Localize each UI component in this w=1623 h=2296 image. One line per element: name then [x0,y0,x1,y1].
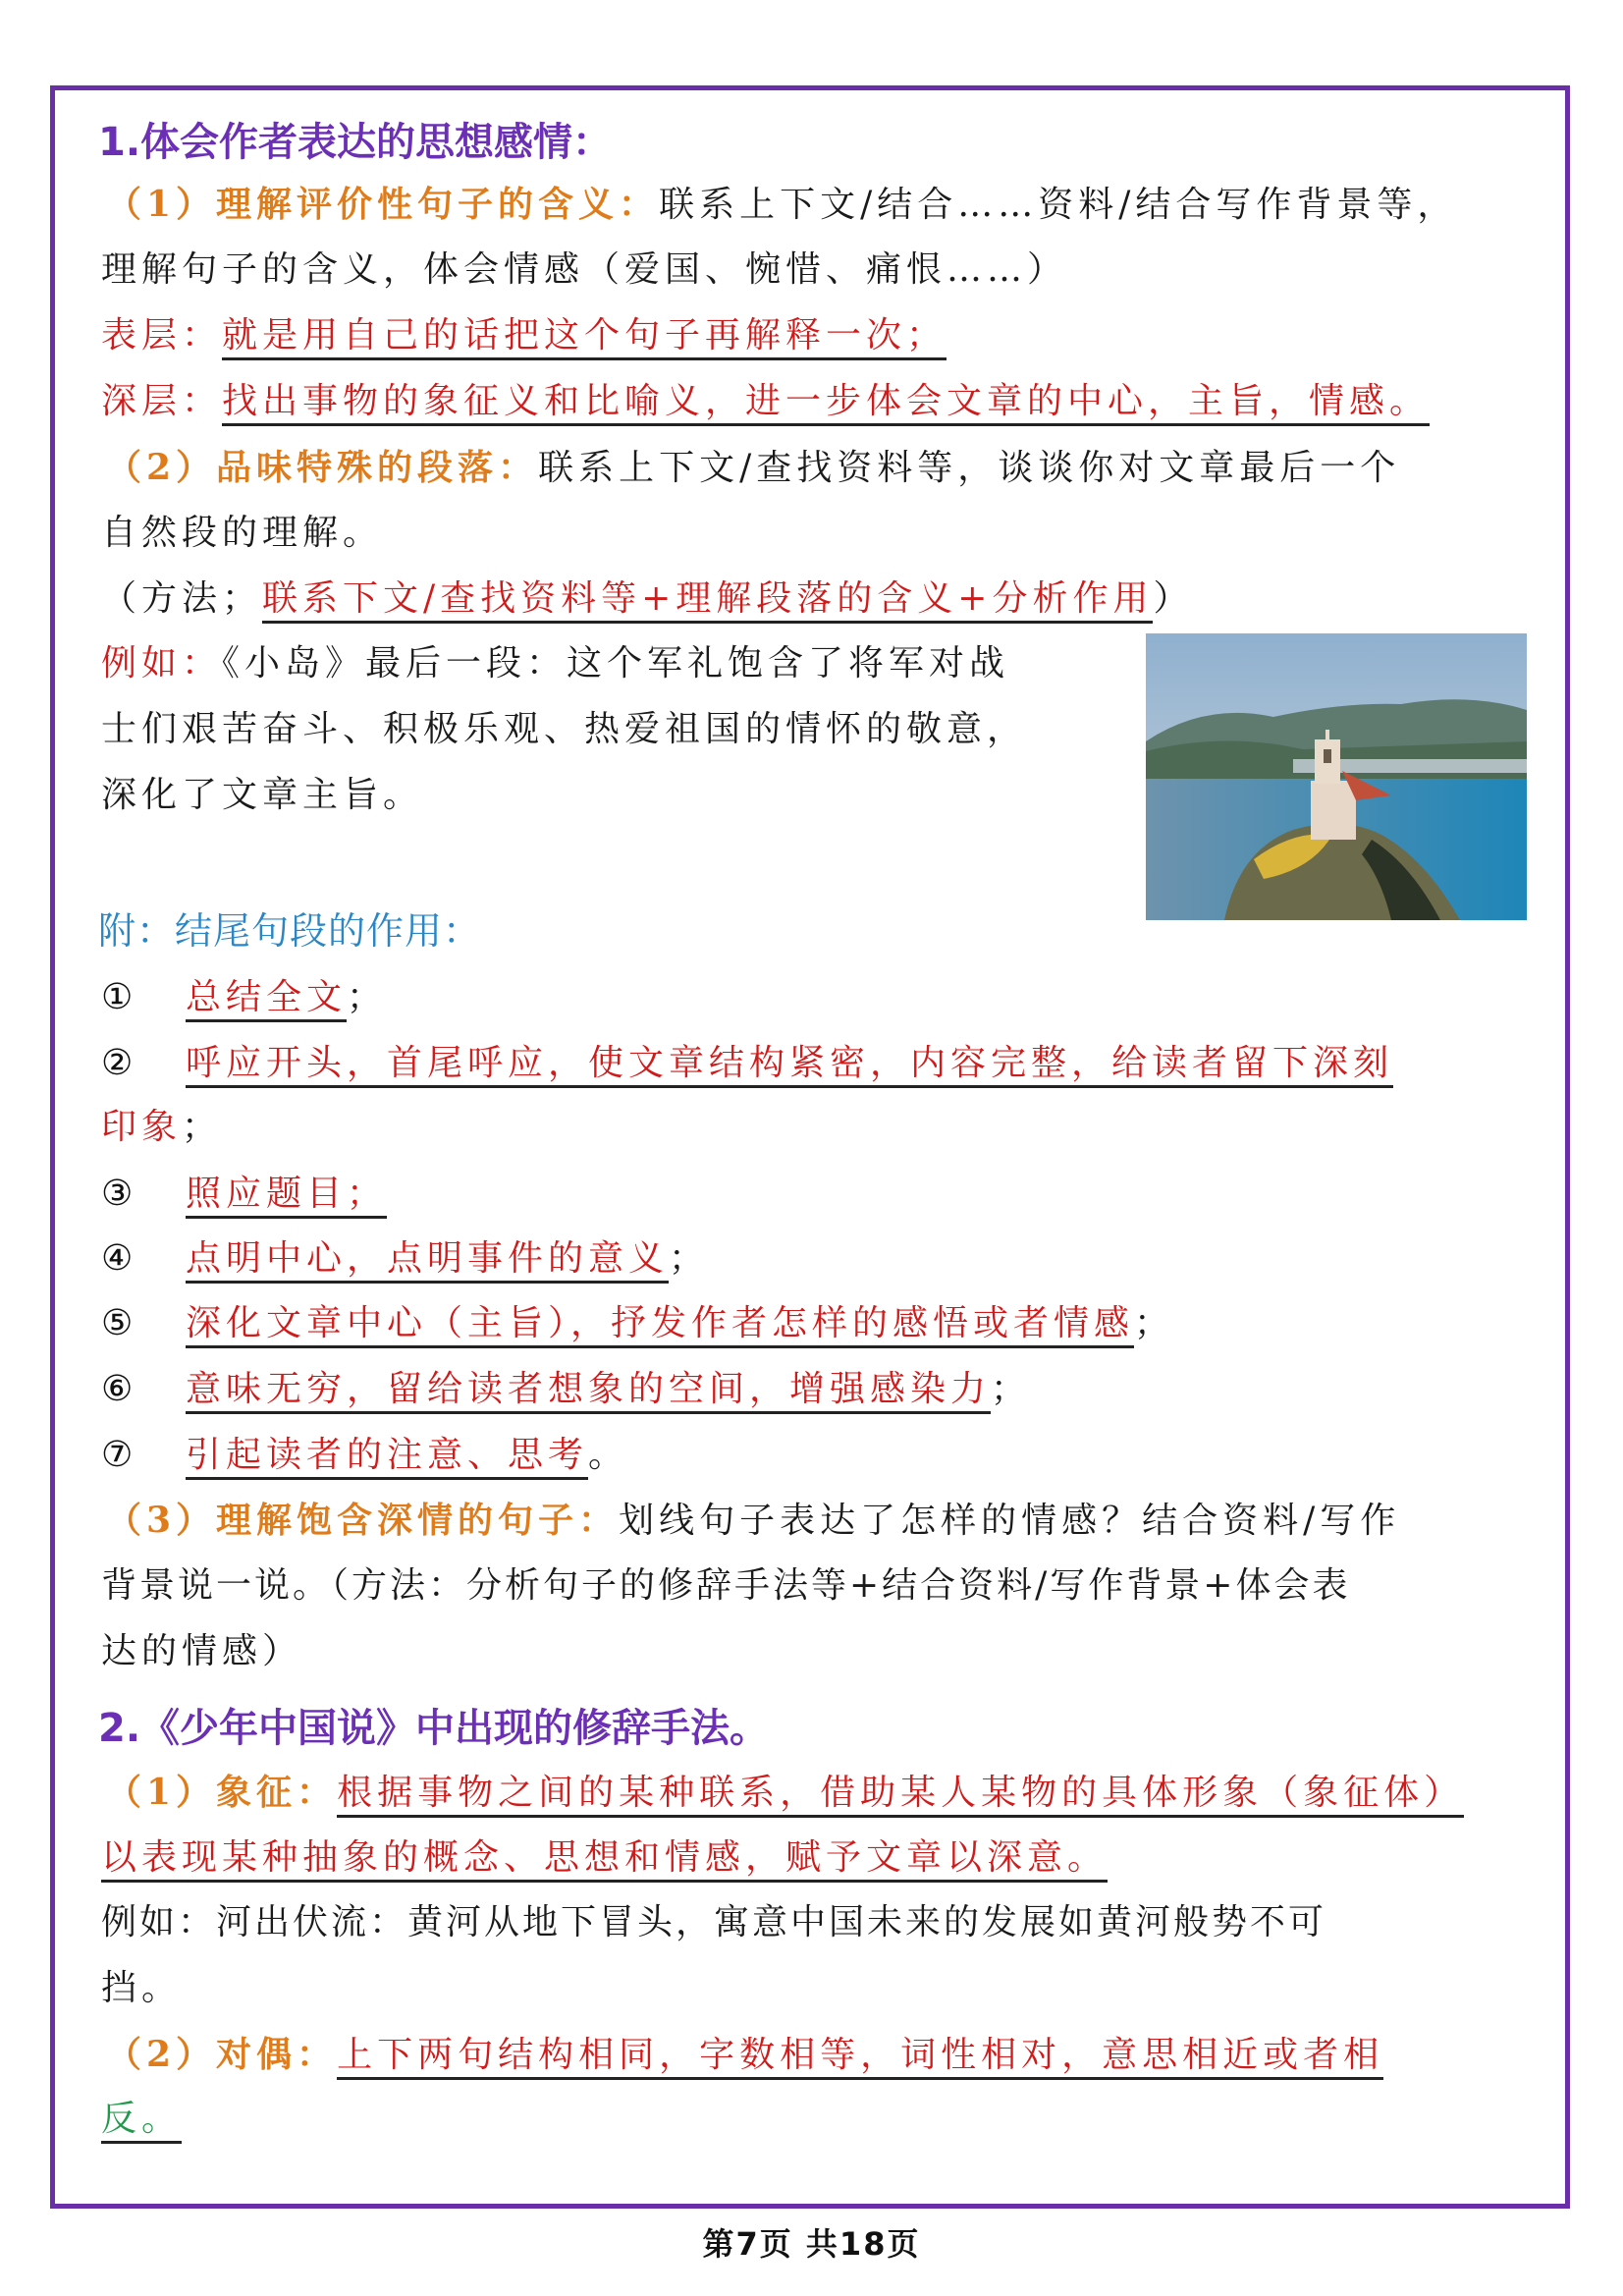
item-1-line-2: 理解句子的含义，体会情感（爱国、惋惜、痛恨……） [101,249,1068,290]
symbolism-example-1: 例如：河出伏流：黄河从地下冒头，寓意中国未来的发展如黄河般势不可 [101,1902,1327,1942]
appendix-item-2-cont [101,1100,222,1155]
appendix-item-4 [101,1231,709,1286]
item-3-text: 划线句子表达了怎样的情感？结合资料/写作 [619,1501,1401,1541]
appendix-item-7-text: 引起读者的注意、思考 [186,1435,588,1480]
item-2-line-2: 自然段的理解。 [101,513,384,553]
appendix-item-1 [101,970,387,1025]
page-number: 第7页 共18页 [702,2225,921,2263]
item-2-label: （2）品味特殊的段落： [106,447,539,488]
appendix-item-6-suffix: ； [991,1369,1032,1409]
symbolism-line-1 [106,1765,1464,1820]
symbolism-label: （1）象征： [106,1772,338,1813]
symbolism-text-1: 根据事物之间的某种联系，借助某人某物的具体形象（象征体） [337,1773,1464,1818]
appendix-item-1-text: 总结全文 [186,977,347,1022]
circled-number-3: ③ [101,1174,138,1214]
deep-label: 深层： [101,381,223,421]
example-label: 例如： [101,643,223,683]
item-1-text: 联系上下文/结合……资料/结合写作背景等， [659,185,1458,225]
appendix-item-2 [101,1036,1393,1091]
method-text: 联系下文/查找资料等+理解段落的含义+分析作用 [262,578,1153,624]
antithesis-text-2: 反。 [101,2099,182,2144]
appendix-item-1-suffix: ； [347,977,388,1017]
deep-text: 找出事物的象征义和比喻义，进一步体会文章的中心，主旨，情感。 [222,381,1430,426]
deep-layer-line [101,374,1430,429]
appendix-item-4-text: 点明中心，点明事件的意义 [186,1238,669,1284]
item-1-line-1 [106,177,1457,232]
appendix-item-2-suffix: ； [182,1107,223,1147]
circled-number-1: ① [101,977,138,1017]
item-2-line-1 [106,440,1400,495]
appendix-item-7-suffix: 。 [588,1435,629,1475]
circled-number-2: ② [101,1043,138,1083]
appendix-item-6 [101,1362,1031,1417]
item-3-line-3: 达的情感） [101,1631,303,1671]
circled-number-4: ④ [101,1238,138,1279]
appendix-item-6-text: 意味无穷，留给读者想象的空间，增强感染力 [186,1369,991,1414]
section-1-heading: 1.体会作者表达的思想感情： [98,120,613,165]
appendix-item-5 [101,1296,1174,1351]
item-2-method-line [101,572,1194,627]
antithesis-text-1: 上下两句结构相同，字数相等，词性相对，意思相近或者相 [337,2035,1383,2080]
item-3-label: （3）理解饱含深情的句子： [106,1500,620,1541]
appendix-heading: 附：结尾句段的作用： [98,909,482,953]
appendix-item-3 [101,1167,387,1222]
surface-label: 表层： [101,315,223,355]
antithesis-label: （2）对偶： [106,2034,338,2075]
method-prefix: （方法； [101,578,263,619]
example-line-3: 深化了文章主旨。 [101,775,424,815]
symbolism-line-2 [101,1831,1108,1886]
method-suffix: ） [1153,578,1194,619]
item-2-text: 联系上下文/查找资料等，谈谈你对文章最后一个 [538,448,1401,488]
item-1-label: （1）理解评价性句子的含义： [106,184,660,225]
appendix-item-2-text: 呼应开头，首尾呼应，使文章结构紧密，内容完整，给读者留下深刻 [186,1043,1393,1088]
appendix-item-5-text: 深化文章中心（主旨），抒发作者怎样的感悟或者情感 [186,1303,1134,1348]
appendix-item-5-suffix: ； [1134,1303,1175,1343]
island-chapel-photo [1146,633,1527,920]
appendix-item-7 [101,1428,628,1483]
appendix-item-4-suffix: ； [669,1238,710,1279]
example-line-2: 士们艰苦奋斗、积极乐观、热爱祖国的情怀的敬意， [101,709,1028,749]
surface-layer-line [101,308,947,363]
section-2-heading: 2.《少年中国说》中出现的修辞手法。 [98,1706,770,1751]
symbolism-example-2: 挡。 [101,1968,183,2008]
antithesis-line-1 [106,2027,1383,2082]
circled-number-7: ⑦ [101,1435,138,1475]
antithesis-line-2 [101,2092,182,2147]
appendix-item-3-text: 照应题目； [186,1174,387,1219]
appendix-item-2-text-cont: 印象 [101,1107,183,1147]
surface-text: 就是用自己的话把这个句子再解释一次； [222,315,947,360]
item-3-line-1 [106,1493,1400,1548]
example-line-1 [101,636,1009,691]
circled-number-6: ⑥ [101,1369,138,1409]
symbolism-text-2: 以表现某种抽象的概念、思想和情感，赋予文章以深意。 [101,1837,1108,1883]
example-text-1: 《小岛》最后一段：这个军礼饱含了将军对战 [222,643,1010,683]
circled-number-5: ⑤ [101,1303,138,1343]
item-3-line-2: 背景说一说。（方法：分析句子的修辞手法等+结合资料/写作背景+体会表 [101,1565,1351,1606]
